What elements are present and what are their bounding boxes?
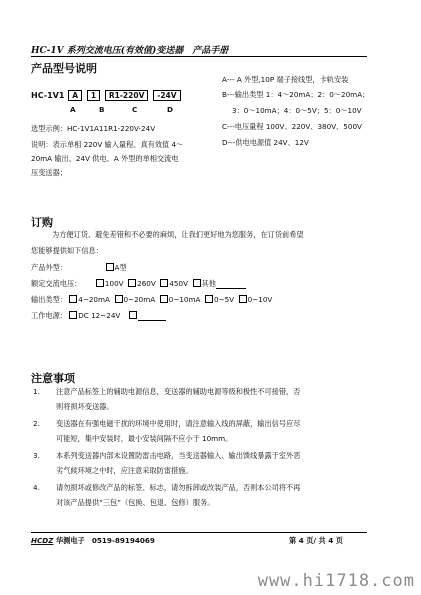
voltage-option-100[interactable]: 100V — [96, 279, 124, 288]
footer-left — [31, 536, 155, 546]
order-row-shape — [31, 263, 127, 273]
checkbox[interactable] — [129, 311, 137, 319]
checkbox[interactable] — [69, 311, 77, 319]
model-desc-3: 压变送器； — [31, 168, 67, 177]
power-option-dc[interactable]: DC 12~24V — [69, 311, 120, 320]
checkbox[interactable] — [128, 279, 136, 287]
power-other-blank[interactable] — [138, 312, 166, 321]
code-label-a: A — [70, 105, 76, 114]
code-label-c: C — [132, 105, 138, 114]
watermark: www.hi1718.com — [257, 571, 415, 591]
header-rule — [31, 56, 367, 57]
output-option-0-20[interactable]: 0~20mA — [115, 295, 156, 304]
voltage-option-450[interactable]: 450V — [160, 279, 188, 288]
notes-heading: 注意事项 — [31, 372, 75, 385]
note-3-line-1: 本系列变送器内部未设置防雷击电路，当变送器输入、输出馈线暴露于室外恶 — [56, 451, 301, 460]
note-1-line-1: 注意产品标签上的辅助电源信息，变送器的辅助电源等级和极性不可接错，否 — [56, 387, 301, 396]
power-label: 工作电源： — [31, 311, 67, 320]
model-code — [31, 90, 182, 101]
checkbox[interactable] — [193, 279, 201, 287]
order-row-voltage — [31, 279, 246, 289]
power-option-other[interactable] — [129, 311, 166, 320]
output-option-0-10v[interactable]: 0~10V — [239, 295, 273, 304]
order-row-output — [31, 295, 272, 305]
footer-page: 第 4 页/ 共 4 页 — [289, 536, 343, 545]
voltage-option-other[interactable]: 其他 — [193, 279, 246, 288]
note-4-line-2: 对该产品提供“三包”（包换、包退、包修）服务。 — [56, 498, 215, 507]
code-d: -24V — [153, 90, 180, 101]
order-intro-2: 您能够提供如下信息： — [31, 246, 103, 255]
output-option-4-20[interactable]: 4~20mA — [69, 295, 110, 304]
code-b: 1 — [87, 90, 100, 101]
voltage-option-260[interactable]: 260V — [128, 279, 156, 288]
note-2-num: 2. — [33, 419, 40, 428]
code-prefix: HC-1V1 — [31, 91, 65, 100]
checkbox[interactable] — [160, 279, 168, 287]
output-label: 输出类型： — [31, 295, 67, 304]
order-row-power — [31, 311, 166, 321]
legend-b2: 3：0～10mA；4：0～5V；5：0～10V — [232, 106, 362, 115]
note-3-num: 3. — [33, 451, 40, 460]
note-4-num: 4. — [33, 483, 40, 492]
code-c: R1-220V — [105, 90, 149, 101]
order-intro-1: 为方便订货、避免差错和不必要的麻烦，让我们更好地为您服务，在订货前希望 — [52, 230, 304, 239]
voltage-other-blank[interactable] — [216, 280, 246, 289]
code-a: A — [68, 90, 82, 101]
model-desc-2: 20mA 输出、24V 供电、A 外型的单相交流电 — [31, 154, 179, 163]
checkbox[interactable] — [115, 295, 123, 303]
code-label-d: D — [167, 105, 173, 114]
legend-c: C---电压量程 100V、220V、380V、500V — [222, 122, 362, 131]
shape-option-a[interactable]: A型 — [106, 263, 127, 272]
voltage-label: 额定交流电压： — [31, 279, 82, 288]
note-3-line-2: 劣气候环境之中时，应注意采取防雷措施。 — [56, 466, 193, 475]
note-2-line-2: 可能短，集中安装时，最小安装间隔不应小于 10mm。 — [56, 434, 233, 443]
output-option-0-5v[interactable]: 0~5V — [205, 295, 234, 304]
model-example: 选型示例：HC-1V1A11R1-220V-24V — [31, 124, 156, 133]
checkbox[interactable] — [205, 295, 213, 303]
note-2-line-1: 变送器在有强电磁干扰的环境中使用时，请注意输入线的屏蔽，输出信号应尽 — [56, 419, 301, 428]
output-option-0-10ma[interactable]: 0~10mA — [160, 295, 201, 304]
code-label-b: B — [99, 105, 105, 114]
legend-b: B---输出类型 1：4～20mA；2：0～20mA； — [222, 90, 370, 99]
checkbox[interactable] — [160, 295, 168, 303]
legend-a: A--- A 外型,10P 端子接线型，卡轨安装 — [222, 75, 349, 84]
footer-rule — [31, 532, 367, 533]
footer-brand: HCDZ — [31, 536, 54, 545]
checkbox[interactable] — [239, 295, 247, 303]
note-1-num: 1. — [33, 387, 40, 396]
model-desc-1: 说明：表示单相 220V 输入量程、真有效值 4～ — [31, 140, 184, 149]
page-header: HC-1V 系列交流电压(有效值)变送器 产品手册 — [31, 46, 229, 56]
model-heading: 产品型号说明 — [31, 62, 97, 75]
legend-d: D---供电电源值 24V、12V — [222, 138, 309, 147]
checkbox[interactable] — [96, 279, 104, 287]
checkbox[interactable] — [106, 263, 114, 271]
order-heading: 订购 — [31, 216, 53, 229]
checkbox[interactable] — [69, 295, 77, 303]
note-1-line-2: 则将损坏变送器。 — [56, 402, 114, 411]
footer-company: 华测电子 0519-89194069 — [55, 536, 155, 545]
shape-label: 产品外型： — [31, 263, 67, 272]
note-4-line-1: 请勿损坏或修改产品的标签、标志，请勿拆卸或改装产品，否则本公司将不再 — [56, 483, 301, 492]
